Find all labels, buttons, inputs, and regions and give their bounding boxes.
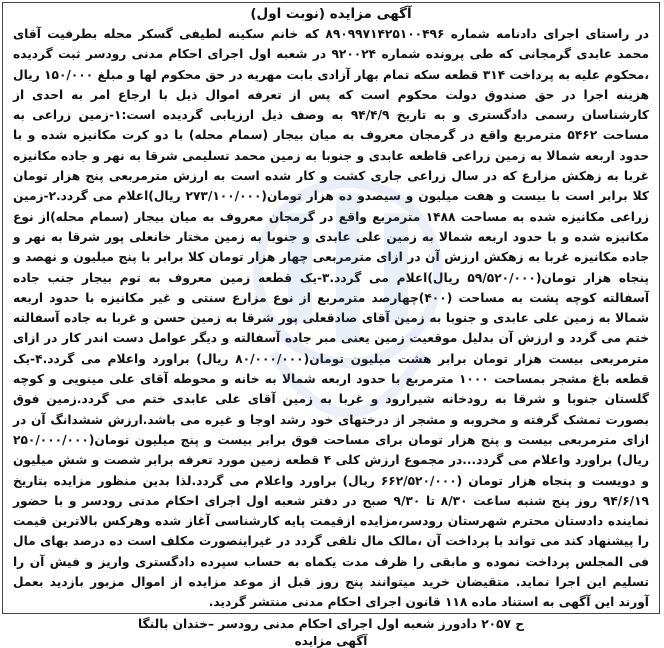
notice-body: در راستای اجرای دادنامه شماره ۸۹۰۹۹۷۱۴۲۵۱۰۰۴۹۶ که خانم سکینه لطیفی گسکر محله بطرفیت آقای محمد عابدی گرمجانی که طی پرونده شماره ۹۲۰۰۲۴ در شعبه اول اجرای احکام مدنی رودسر ثبت گردیده ،محکوم علیه به پرداخت ۳۱۴ قطعه سکه تمام بهار آزادی بابت مهریه در حق محکوم لها و مبلغ ۱۵۰/۰۰۰ ریال هزینه اجرا در حق صندوق دولت محکوم است که پس از تعرفه اموال ذیل با ارجاع امر به احدی از کارشناسان رسمی دادگستری و به تاریخ ۹۴/۴/۹ به وصف ذیل ارزیابی گردیده است:۱-زمین زراعی به مساحت ۵۴۶۲ مترمربع واقع در گرمجان معروف به میان بیجار (سمام محله) با دو کرت مکانیزه شده و با حدود اربعه شمالا به زمین زراعی قاطعه عابدی و جنوبا به زمین محمد تسلیمی شرقا به نهر و جاده مکانیزه غربا به زهکش مزارع که در سال زراعی جاری کشت و کار شده است به ارزش مترمربعی پنج هزار تومان کلا برابر است با بیست و هفت میلیون و سیصدو ده هزار تومان(۲۷۳/۱۰۰/۰۰۰ ریال)اعلام می گردد.۲-زمین زراعی مکانیزه شده به مساحت ۱۴۸۸ مترمربع واقع در گرمجان معروف به میان بیجار (سمام محله)از نوع مکانیزه شده و با حدود اربعه شمالا به زمین علی عابدی و جنوبا به زمین مختار خانعلی پور شرقا به نهر و جاده مکانیزه غربا به زهکش ارزش آن در ازای مترمربعی چهار هزار تومان کلا برابر با پنج میلیون و نهصد و پنجاه هزار تومان(۵۹/۵۲۰/۰۰۰ ریال)اعلام می گردد.۳-یک قطعه زمین معروف به توم بیجار جنب جاده آسفالته کوچه پشت به مساحت (۴۰۰)چهارصد مترمربع از نوع مزارع سنتی و غیر مکانیزه با حدود اربعه شمالا به زمین علی عابدی و جنوبا به زمین آقای صادقعلی پور شرقا به زمین حسن و غربا به جاده آسفالته ختم می گردد و ارزش آن بدلیل موقعیت زمین یعنی مبر جاده آسفالته و دیگر عوامل دست اندر کار در ازای مترمربعی بیست هزار تومان برابر هشت میلیون تومان(۸۰/۰۰۰/۰۰۰ ریال) براورد واعلام می گردد.۴-یک قطعه باغ مشجر بمساحت ۱۰۰۰ مترمربع با حدود اربعه شمالا به خانه و محوطه آقای علی مینویی و کوچه گلستان جنوبا و شرقا به رودخانه شیرارود و غربا به زمین آقای علی عابدی ختم می گردد.زمین فوق بصورت تمشک گرفته و مخروبه و مشجر از درختهای خود رشد اوجا و غیره می باشد.ارزش ششدانگ آن در ازای مترمربعی بیست و پنج هزار تومان برای مساحت فوق برابر بیست و پنج میلیون تومان(۲۵۰/۰۰۰/۰۰۰ ریال) براورد واعلام می گردد...در مجموع ارزش کلی ۴ قطعه زمین مورد تعرفه برابر شصت و شش میلیون و دویست و پنجاه هزار تومان (۶۶۲/۵۲۰/۰۰۰ ریال) براورد واعلام می گردد.لذا بدین منظور مزایده بتاریخ ۹۴/۶/۱۹ روز پنج شنبه ساعت ۸/۳۰ تا ۹/۳۰ صبح در دفتر شعبه اول اجرای احکام مدنی رودسر و با حضور نماینده دادستان محترم شهرستان رودسر،مزایده ازقیمت پایه کارشناسی آغاز شده وهرکس بالاترین قیمت را پیشنهاد کند می تواند با پرداخت آن ،مالک مال تلقی گردد در غیراینصورت مکلف است ده درصد بهای مال فی المجلس پرداخت نموده و مابقی را ظرف مدت یکماه به حساب سپرده دادگستری واریز و فیش آن را تسلیم این اجرا نماید. متقیضان خرید میتوانند پنج روز قبل از موعد مزایده از اموال مزبور بازدید بعمل آورند این آگهی به استناد ماده ۱۱۸ قانون اجرای احکام مدنی منتشر گردید. bbox=[13, 27, 650, 610]
notice-frame bbox=[2, 2, 660, 648]
auction-notice bbox=[3, 3, 659, 648]
notice-title: آگهی مزایده (نوبت اول) bbox=[250, 6, 412, 22]
next-notice-title-fragment: آگهی مزایده bbox=[294, 633, 368, 648]
notice-footer: ح ۲۰۵۷ دادورز شعبه اول اجرای احکام مدنی رودسر –خندان بالنگا bbox=[137, 616, 525, 631]
